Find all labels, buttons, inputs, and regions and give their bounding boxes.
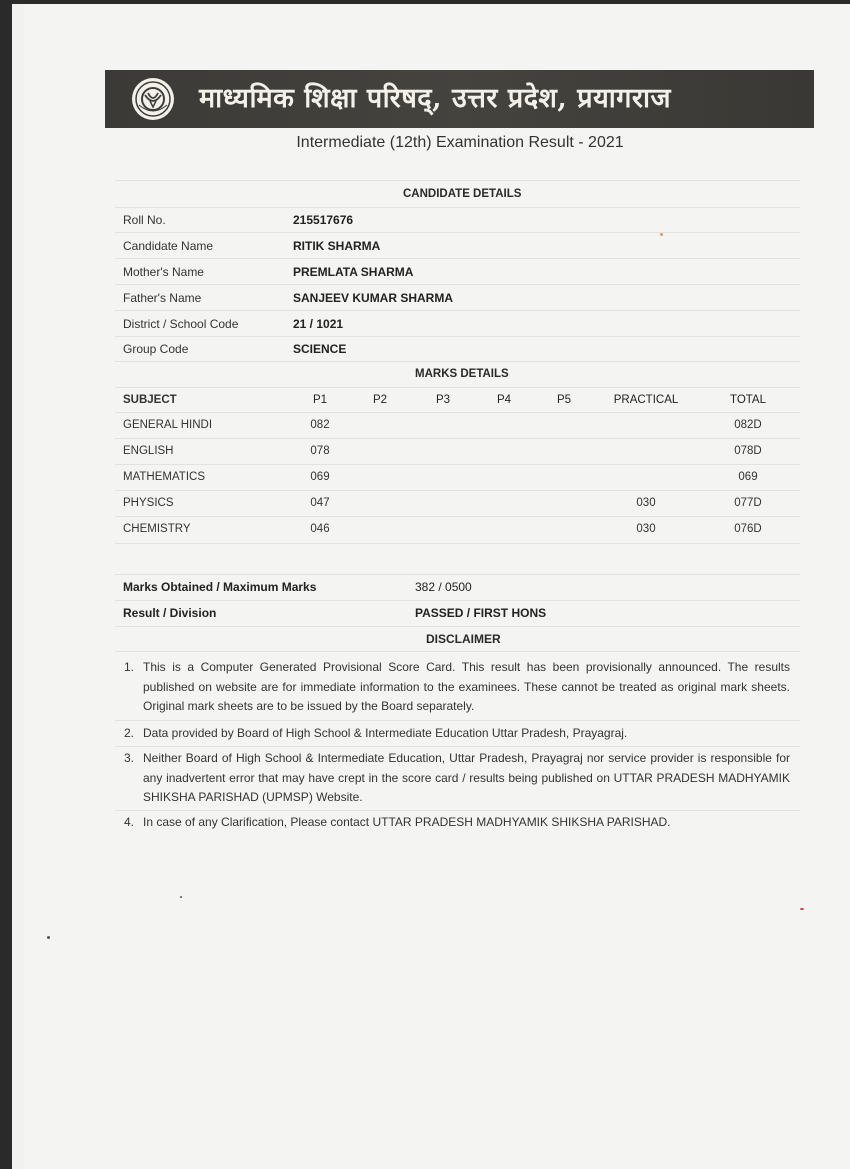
table-row-total: 082D (734, 419, 762, 431)
divider (115, 746, 800, 747)
mother-name-label: Mother's Name (123, 265, 204, 279)
disclaimer-item-text: In case of any Clarification, Please contact UTTAR PRADESH MADHYAMIK SHIKSHA PARISHAD. (143, 815, 671, 829)
roll-no-value: 215517676 (293, 213, 354, 227)
candidate-details-heading: CANDIDATE DETAILS (403, 188, 522, 200)
divider (115, 464, 800, 465)
group-code-value: SCIENCE (293, 342, 347, 356)
father-name-label: Father's Name (123, 291, 202, 305)
disclaimer-item (124, 749, 790, 808)
scan-speck (47, 936, 50, 939)
exam-title: Intermediate (12th) Examination Result - 2021 (296, 134, 624, 151)
marks-details-heading: MARKS DETAILS (415, 368, 509, 380)
divider (115, 600, 800, 601)
result-division-value: PASSED / FIRST HONS (415, 606, 547, 620)
up-state-emblem-icon (131, 77, 175, 121)
disclaimer-item-text: Neither Board of High School & Intermediate Education, Uttar Pradesh, Prayagraj nor service provider is responsible for any inadvertent error that may have crept in the score card / results being published on UTTAR PRADESH MADHYAMIK SHIKSHA PARISHAD (UPMSP) Website. (143, 751, 790, 804)
table-row-p1: 046 (310, 523, 330, 535)
divider (115, 412, 800, 413)
header-total: TOTAL (730, 394, 766, 406)
disclaimer-heading: DISCLAIMER (426, 632, 501, 646)
divider (115, 232, 800, 233)
header-p3: P3 (435, 394, 451, 406)
divider (115, 543, 800, 544)
scan-speck (800, 908, 804, 910)
divider (115, 574, 800, 575)
table-row-p1: 069 (310, 471, 330, 483)
table-row-p1: 082 (310, 419, 330, 431)
result-division-label: Result / Division (123, 606, 217, 620)
disclaimer-item-number: 2. (124, 726, 135, 740)
candidate-name-value: RITIK SHARMA (293, 239, 381, 253)
marks-obtained-label: Marks Obtained / Maximum Marks (123, 580, 317, 594)
scan-edge-shadow (0, 0, 12, 1169)
divider (115, 258, 800, 259)
table-row-total: 076D (734, 523, 762, 535)
table-row-p1: 047 (310, 497, 330, 509)
table-row-total: 069 (738, 471, 758, 483)
header-p1: P1 (312, 394, 328, 406)
divider (115, 336, 800, 337)
divider (115, 490, 800, 491)
header-p4: P4 (496, 394, 512, 406)
roll-no-label: Roll No. (123, 213, 166, 227)
divider (115, 651, 800, 652)
divider (115, 180, 800, 181)
header-p5: P5 (556, 394, 572, 406)
father-name-value: SANJEEV KUMAR SHARMA (293, 291, 454, 305)
table-row-subject: ENGLISH (123, 445, 174, 457)
table-row-subject: GENERAL HINDI (123, 419, 213, 431)
table-row-subject: PHYSICS (123, 497, 174, 509)
disclaimer-item-number: 4. (124, 815, 135, 829)
group-code-label: Group Code (123, 342, 189, 356)
disclaimer-item-text: Data provided by Board of High School & Intermediate Education Uttar Pradesh, Prayagraj. (143, 726, 628, 740)
header-subject: SUBJECT (123, 394, 177, 406)
disclaimer-item-number: 1. (124, 660, 135, 674)
scan-speck (180, 896, 182, 898)
disclaimer-item-number: 3. (124, 751, 135, 765)
divider (115, 387, 800, 388)
divider (115, 810, 800, 811)
board-name: माध्यमिक शिक्षा परिषद्, उत्तर प्रदेश, प्रयागराज (199, 83, 671, 114)
mother-name-value: PREMLATA SHARMA (293, 265, 414, 279)
divider (115, 310, 800, 311)
table-row-total: 077D (734, 497, 762, 509)
disclaimer-item (124, 813, 790, 833)
district-school-code-value: 21 / 1021 (293, 317, 344, 331)
header-p2: P2 (372, 394, 388, 406)
disclaimer-item-text: This is a Computer Generated Provisional Score Card. This result has been provisionally announced. The results published on website are for immediate information to the examinees. These cannot be treated as original mark sheets. Original mark sheets are to be issued by the Board separately. (143, 660, 790, 713)
candidate-name-label: Candidate Name (123, 239, 214, 253)
divider (115, 438, 800, 439)
table-row-practical: 030 (636, 523, 656, 535)
scan-speck (660, 233, 663, 236)
table-row-p1: 078 (310, 445, 330, 457)
divider (115, 516, 800, 517)
table-row-subject: MATHEMATICS (123, 471, 205, 483)
divider (115, 284, 800, 285)
divider (115, 626, 800, 627)
divider (115, 361, 800, 362)
marks-obtained-value: 382 / 0500 (415, 580, 472, 594)
header-practical: PRACTICAL (613, 394, 679, 406)
disclaimer-item (124, 724, 790, 744)
table-row-practical: 030 (636, 497, 656, 509)
table-row-subject: CHEMISTRY (123, 523, 191, 535)
district-school-code-label: District / School Code (123, 317, 239, 331)
divider (115, 720, 800, 721)
disclaimer-item (124, 658, 790, 717)
header-banner (105, 70, 814, 128)
divider (115, 207, 800, 208)
table-row-total: 078D (734, 445, 762, 457)
